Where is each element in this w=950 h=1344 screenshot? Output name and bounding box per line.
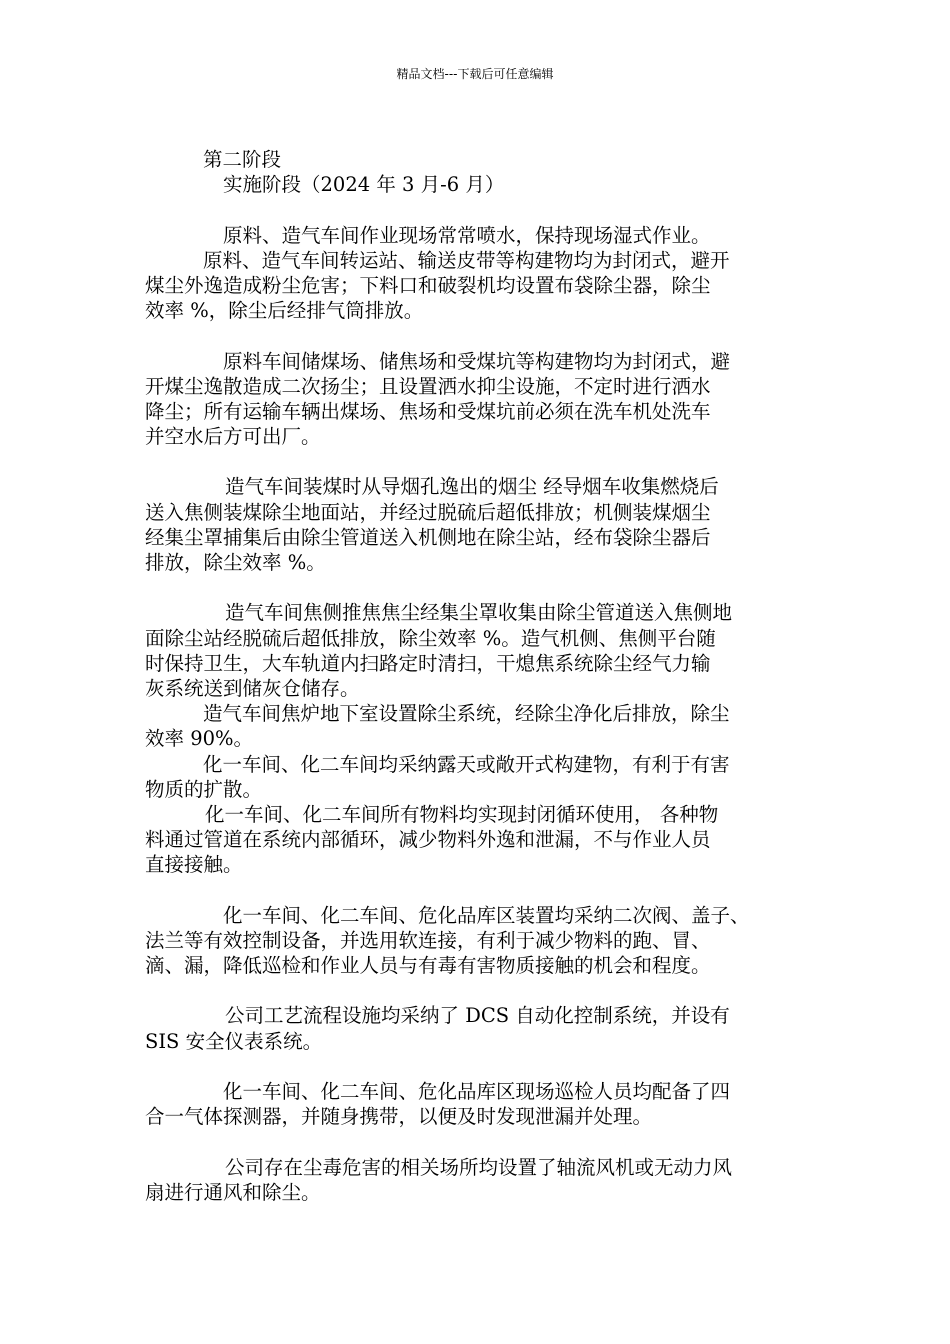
text-line: 煤尘外逸造成粉尘危害；下料口和破裂机均设置布袋除尘器，除尘 — [145, 273, 711, 297]
text-line: 效率 %，除尘后经排气筒排放。 — [145, 299, 424, 323]
text-line: 法兰等有效控制设备，并选用软连接，有利于减少物料的跑、冒、 — [145, 928, 711, 952]
text-line: 直接接触。 — [145, 853, 243, 877]
text-line: 料通过管道在系统内部循环，减少物料外逸和泄漏，不与作业人员 — [145, 828, 711, 852]
text-line: 公司工艺流程设施均采纳了 DCS 自动化控制系统，并设有 — [225, 1004, 730, 1028]
text-line: 开煤尘逸散造成二次扬尘；且设置洒水抑尘设施，不定时进行洒水 — [145, 374, 711, 398]
text-line: 物质的扩散。 — [145, 777, 263, 801]
text-line: 面除尘站经脱硫后超低排放，除尘效率 %。造气机侧、焦侧平台随 — [145, 626, 716, 650]
text-line: 送入焦侧装煤除尘地面站，并经过脱硫后超低排放；机侧装煤烟尘 — [145, 500, 711, 524]
text-line: 原料车间储煤场、储焦场和受煤坑等构建物均为封闭式，避 — [223, 349, 731, 373]
text-line: 实施阶段（2024 年 3 月-6 月） — [223, 173, 505, 197]
paragraph-gap — [145, 1129, 825, 1154]
text-line: 第二阶段 — [203, 148, 282, 171]
paragraph-gap — [145, 575, 825, 600]
document-body — [145, 147, 825, 1205]
paragraph-gap — [145, 877, 825, 902]
text-line: 化一车间、化二车间所有物料均实现封闭循环使用， 各种物 — [205, 802, 719, 826]
text-line: 排放，除尘效率 %。 — [145, 551, 326, 574]
paragraph-gap — [145, 978, 825, 1003]
text-line: 原料、造气车间作业现场常常喷水，保持现场湿式作业。 — [223, 223, 711, 247]
page-header: 精品文档---下载后可任意编辑 — [396, 67, 554, 81]
text-line: 化一车间、化二车间、危化品库区装置均采纳二次阀、盖子、 — [223, 903, 750, 927]
text-line: 时保持卫生，大车轨道内扫路定时清扫，干熄焦系统除尘经气力输 — [145, 651, 711, 675]
text-line: 造气车间焦炉地下室设置除尘系统，经除尘净化后排放，除尘 — [203, 702, 730, 726]
text-line: 公司存在尘毒危害的相关场所均设置了轴流风机或无动力风 — [225, 1155, 733, 1179]
text-line: 滴、漏，降低巡检和作业人员与有毒有害物质接触的机会和程度。 — [145, 954, 711, 977]
text-line: 造气车间焦侧推焦焦尘经集尘罩收集由除尘管道送入焦侧地 — [225, 601, 733, 625]
paragraph-gap — [145, 323, 825, 348]
text-line: 灰系统送到储灰仓储存。 — [145, 676, 360, 700]
text-line: SIS 安全仪表系统。 — [145, 1029, 323, 1053]
text-line: 造气车间装煤时从导烟孔逸出的烟尘 经导烟车收集燃烧后 — [225, 475, 719, 499]
text-line: 化一车间、化二车间、危化品库区现场巡检人员均配备了四 — [223, 1079, 731, 1103]
paragraph-gap — [145, 197, 825, 222]
text-line: 合一气体探测器，并随身携带，以便及时发现泄漏并处理。 — [145, 1105, 653, 1129]
paragraph-gap — [145, 449, 825, 474]
paragraph-gap — [145, 1054, 825, 1079]
text-line: 经集尘罩捕集后由除尘管道送入机侧地在除尘站，经布袋除尘器后 — [145, 525, 711, 549]
text-line: 效率 90%。 — [145, 727, 254, 751]
text-line: 扇进行通风和除尘。 — [145, 1180, 321, 1204]
text-line: 降尘；所有运输车辆出煤场、焦场和受煤坑前必须在洗车机处洗车 — [145, 399, 711, 423]
text-line: 并空水后方可出厂。 — [145, 425, 321, 449]
text-line: 原料、造气车间转运站、输送皮带等构建物均为封闭式，避开 — [203, 248, 730, 272]
text-line: 化一车间、化二车间均采纳露天或敞开式构建物，有利于有害 — [203, 752, 730, 776]
